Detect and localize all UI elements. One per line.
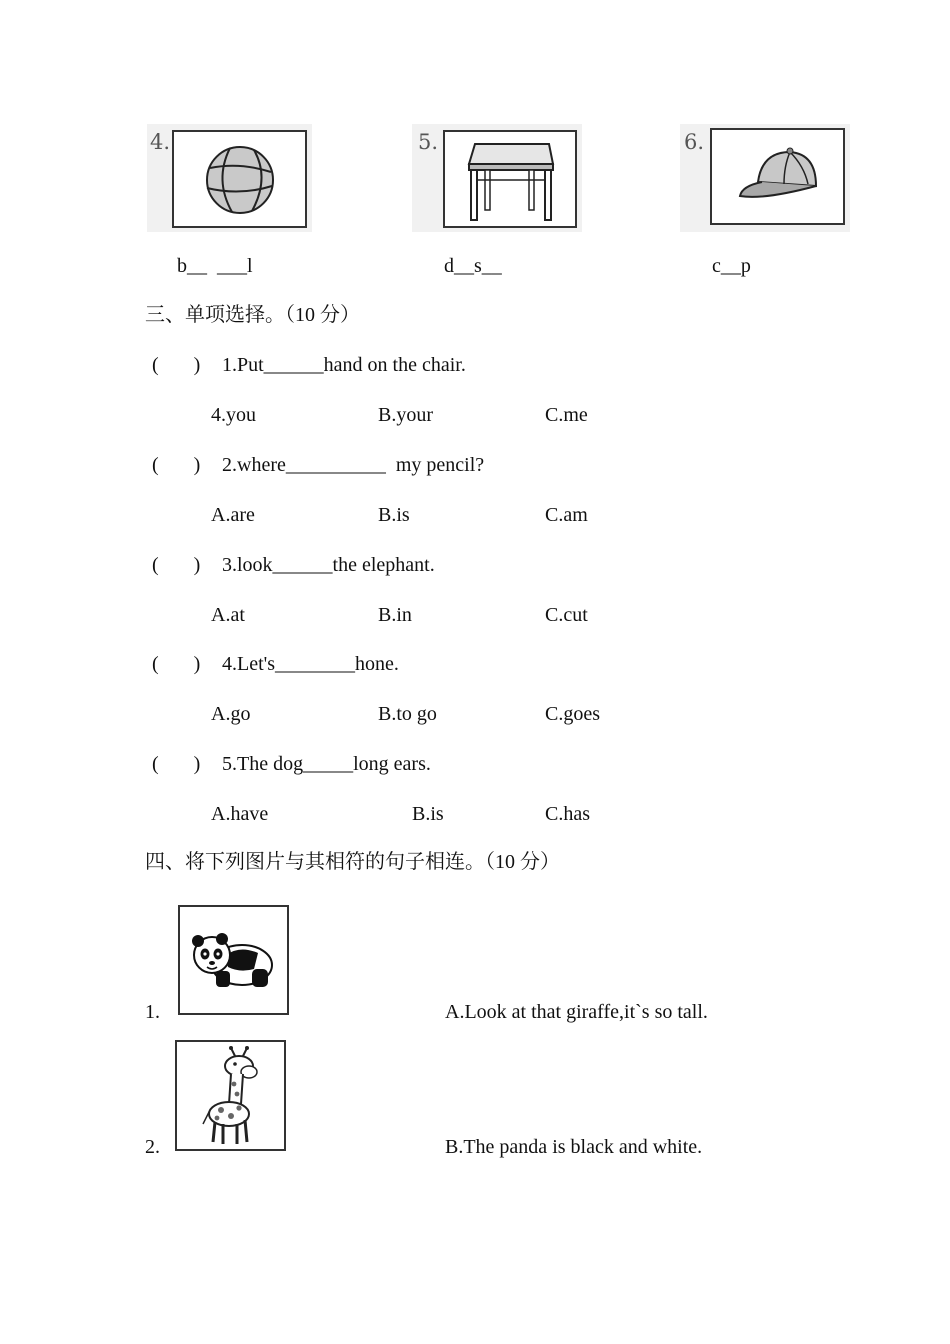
fill-in-word-6: c__p [712,255,751,277]
q1-option-b: B.your [378,404,433,426]
q4-option-c: C.goes [545,703,600,725]
q5-answer-paren[interactable]: ( ) [152,753,201,775]
q1-option-a: 4.you [211,404,256,426]
q3-answer-paren[interactable]: ( ) [152,554,201,576]
q2-stem: 2.where__________ my pencil? [222,454,485,476]
giraffe-icon [177,1042,284,1149]
q3-option-b: B.in [378,604,412,626]
q3-option-a: A.at [211,604,245,626]
panda-icon [180,907,287,1013]
section-4-heading: 四、将下列图片与其相符的句子相连。（10 分） [145,851,560,873]
basketball-picture-frame [172,130,307,228]
match-sentence-a[interactable]: A.Look at that giraffe,it`s so tall. [445,1001,708,1023]
picture-number-4: 4. [150,130,171,154]
picture-number-6: 6. [684,130,705,154]
cap-icon [712,130,843,223]
q5-option-a: A.have [211,803,269,825]
cap-picture-frame [710,128,845,225]
match-number-2: 2. [145,1136,160,1158]
q2-option-c: C.am [545,504,588,526]
q3-stem: 3.look______the elephant. [222,554,435,576]
desk-icon [445,132,575,226]
q2-option-b: B.is [378,504,410,526]
q5-stem: 5.The dog_____long ears. [222,753,431,775]
giraffe-picture-frame [175,1040,286,1151]
q1-option-c: C.me [545,404,588,426]
fill-in-word-5: d__s__ [444,255,502,277]
match-sentence-b[interactable]: B.The panda is black and white. [445,1136,703,1158]
q2-answer-paren[interactable]: ( ) [152,454,201,476]
q5-option-c: C.has [545,803,590,825]
q4-option-a: A.go [211,703,251,725]
q1-stem: 1.Put______hand on the chair. [222,354,466,376]
q2-option-a: A.are [211,504,255,526]
basketball-icon [174,132,305,226]
desk-picture-frame [443,130,577,228]
q4-answer-paren[interactable]: ( ) [152,653,201,675]
picture-number-5: 5. [418,130,439,154]
q4-option-b: B.to go [378,703,437,725]
panda-picture-frame [178,905,289,1015]
section-3-heading: 三、单项选择。（10 分） [145,304,360,326]
q5-option-b: B.is [412,803,444,825]
q3-option-c: C.cut [545,604,588,626]
q1-answer-paren[interactable]: ( ) [152,354,201,376]
q4-stem: 4.Let's________hone. [222,653,399,675]
match-number-1: 1. [145,1001,160,1023]
fill-in-word-4: b__ ___l [177,255,253,277]
